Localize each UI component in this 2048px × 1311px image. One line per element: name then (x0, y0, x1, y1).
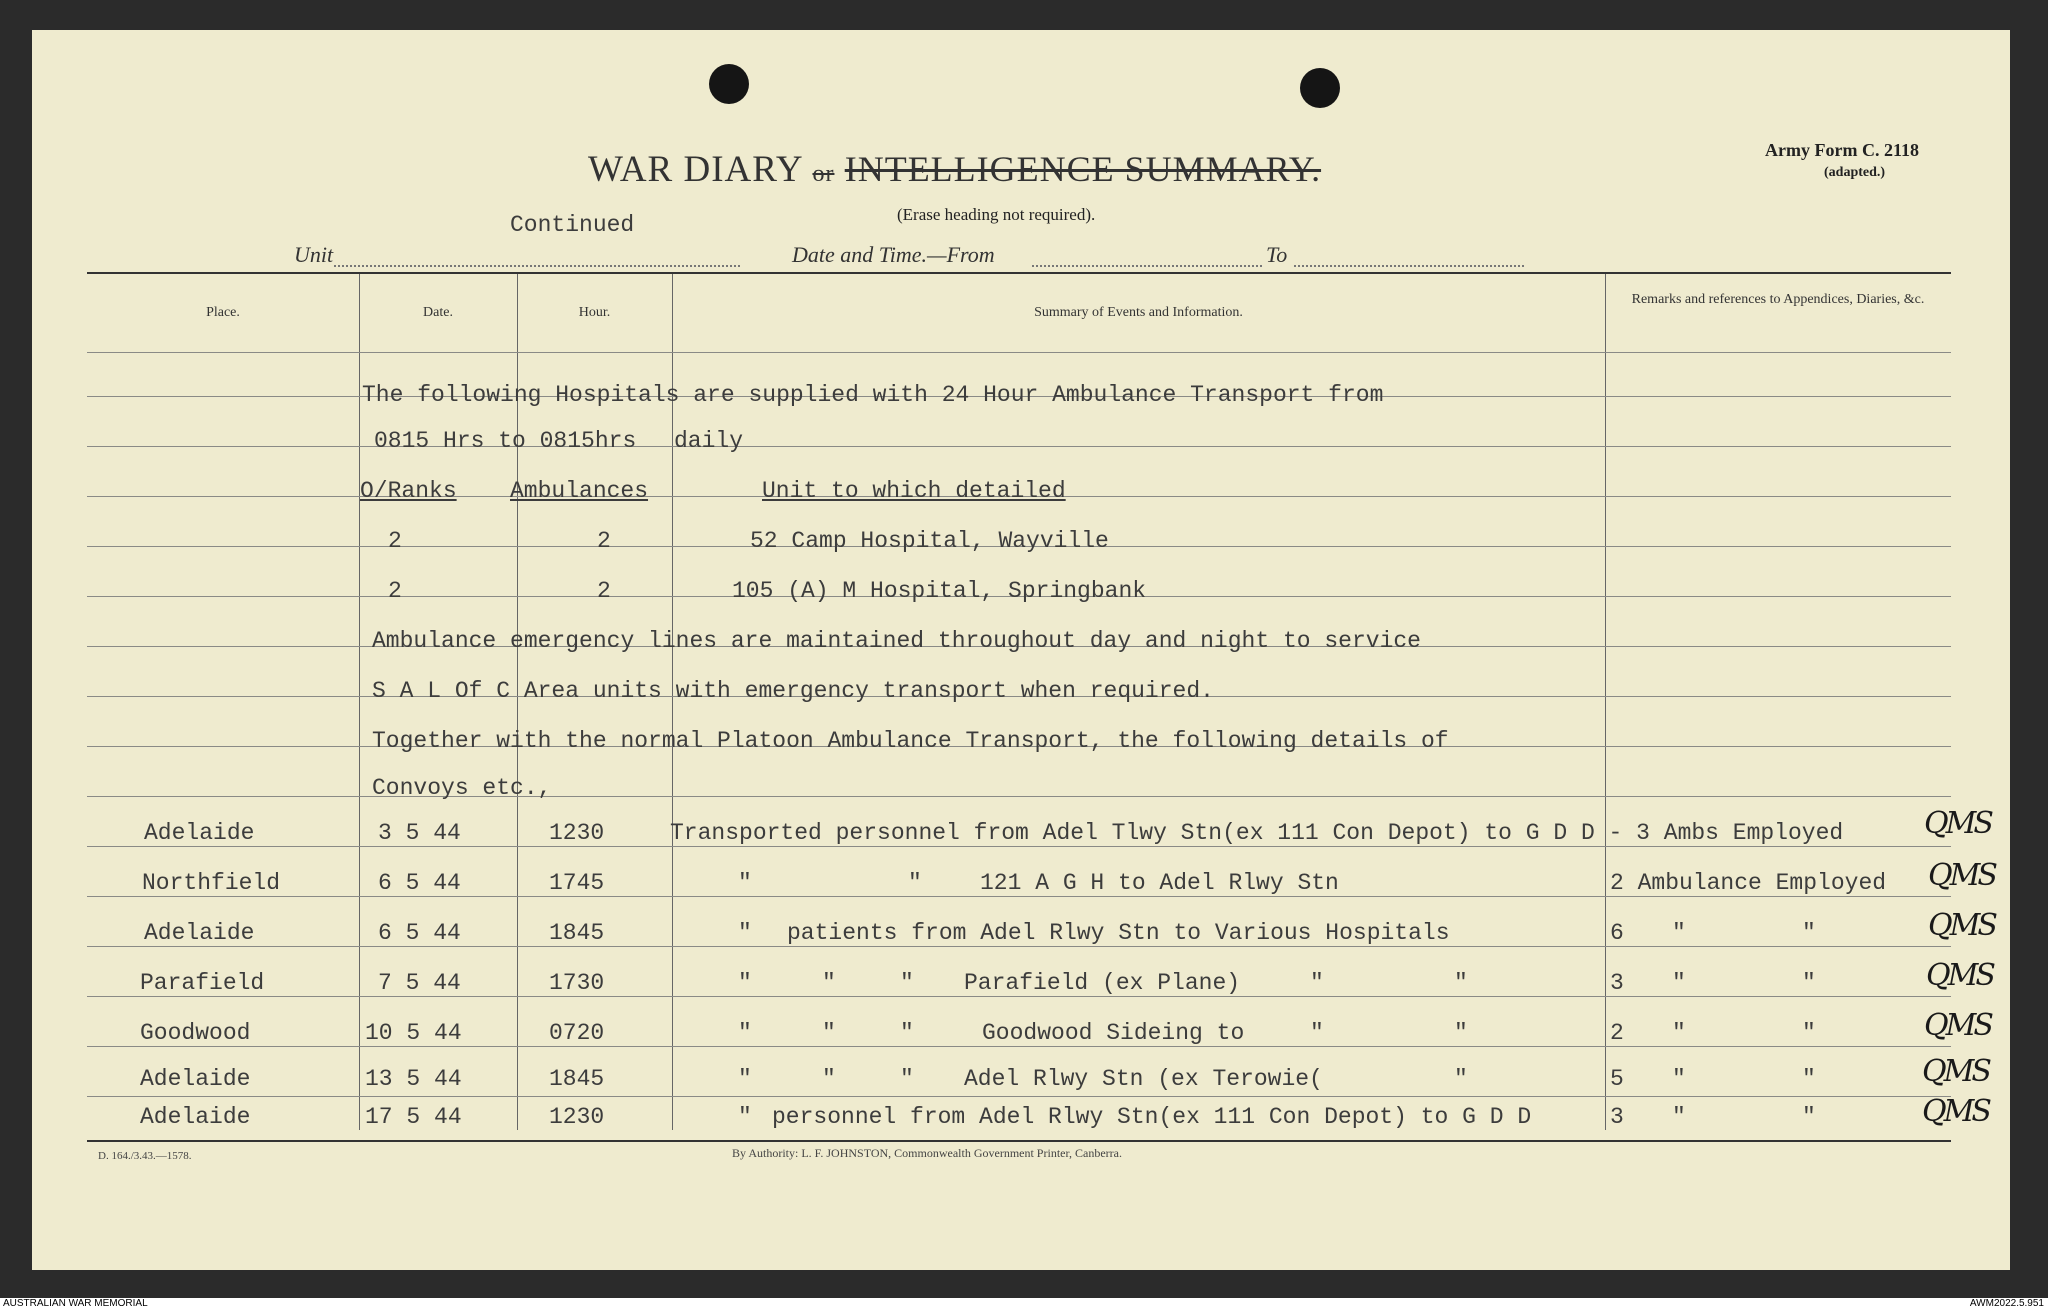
header-date: Date. (423, 305, 453, 320)
intro-line-2-hours: 0815 Hrs to 0815hrs (374, 428, 637, 454)
header-hour: Hour. (578, 305, 611, 320)
title-war-diary: WAR DIARY (588, 149, 803, 190)
entry-initials: QMS (1928, 858, 1995, 893)
entry-ditto: " (738, 920, 752, 946)
detail-header-ranks: O/Ranks (360, 478, 457, 504)
entry-summary: personnel from Adel Rlwy Stn(ex 111 Con Depot) to G D D (772, 1104, 1532, 1130)
title-or: or (812, 161, 835, 187)
printer-authority: By Authority: L. F. JOHNSTON, Commonwealth Government Printer, Canberra. (732, 1146, 1122, 1160)
entry-hour: 1845 (549, 920, 605, 946)
continued-note: Continued (510, 212, 635, 238)
entry-summary: 121 A G H to Adel Rlwy Stn (980, 870, 1339, 896)
punch-hole-left (709, 64, 749, 104)
entry-ditto: " (1802, 920, 1816, 946)
entry-initials: QMS (1922, 1094, 1989, 1129)
rule (87, 996, 1951, 997)
entry-ditto: " (738, 1066, 752, 1092)
date-to-field (1294, 265, 1524, 267)
table-top-rule (87, 272, 1951, 274)
entry-ditto: " (738, 1104, 752, 1130)
entry-hour: 1230 (549, 820, 605, 846)
detail-row-2-unit: 105 (A) M Hospital, Springbank (732, 578, 1147, 604)
rule (87, 1046, 1951, 1047)
form-code: D. 164./3.43.—1578. (98, 1150, 192, 1162)
rule (87, 352, 1951, 353)
entry-date: 6 5 44 (378, 920, 461, 946)
entry-place: Adelaide (144, 920, 255, 946)
entry-summary: Goodwood Sideing to (982, 1020, 1245, 1046)
entry-date: 10 5 44 (365, 1020, 462, 1046)
entry-ditto: " (1454, 1066, 1468, 1092)
intro-line-2-daily: daily (674, 428, 744, 454)
archive-footer-bar (0, 1298, 2048, 1311)
entry-hour: 0720 (549, 1020, 605, 1046)
date-from-label: Date and Time.—From (792, 242, 995, 267)
intro-line-1: The following Hospitals are supplied with 24 Hour Ambulance Transport from (362, 382, 1384, 408)
entry-ditto: " (822, 1020, 836, 1046)
entry-hour: 1230 (549, 1104, 605, 1130)
entry-ditto: " (1310, 1020, 1324, 1046)
entry-date: 6 5 44 (378, 870, 461, 896)
entry-ditto: " (1310, 970, 1324, 996)
unit-label: Unit (294, 242, 334, 267)
rule (87, 846, 1951, 847)
army-form-adapted: (adapted.) (1824, 165, 1886, 180)
entry-summary: Parafield (ex Plane) (964, 970, 1241, 996)
entry-date: 17 5 44 (365, 1104, 462, 1130)
erase-heading-note: (Erase heading not required). (897, 205, 1096, 224)
rule (87, 446, 1951, 447)
entry-place: Adelaide (140, 1066, 251, 1092)
entry-place: Adelaide (144, 820, 255, 846)
rule (87, 1096, 1951, 1097)
army-form-number: Army Form C. 2118 (1765, 140, 1919, 160)
col-divider-place (359, 274, 360, 1130)
title-intelligence-summary: INTELLIGENCE SUMMARY. (844, 149, 1322, 189)
header-remarks: Remarks and references to Appendices, Diaries, &c. (1631, 292, 1925, 307)
entry-place: Goodwood (140, 1020, 251, 1046)
entry-ditto: " (900, 970, 914, 996)
entry-initials: QMS (1928, 908, 1995, 943)
date-from-field (1032, 265, 1262, 267)
rule (87, 796, 1951, 797)
intro-line-5: Together with the normal Platoon Ambulance Transport, the following details of (372, 728, 1449, 754)
entry-summary: Adel Rlwy Stn (ex Terowie( (964, 1066, 1323, 1092)
entry-ditto: " (1672, 1020, 1686, 1046)
rule (87, 946, 1951, 947)
header-summary: Summary of Events and Information. (1034, 305, 1243, 320)
intro-line-6: Convoys etc., (372, 775, 552, 801)
table-bottom-rule (87, 1140, 1951, 1142)
entry-ditto: " (738, 970, 752, 996)
detail-row-1-unit: 52 Camp Hospital, Wayville (750, 528, 1109, 554)
detail-header-ambulances: Ambulances (510, 478, 649, 504)
entry-ditto: " (1672, 1104, 1686, 1130)
entry-remarks: 2 (1610, 1020, 1624, 1046)
entry-hour: 1745 (549, 870, 605, 896)
entry-initials: QMS (1922, 1054, 1989, 1089)
entry-initials: QMS (1926, 958, 1993, 993)
entry-ditto: " (1802, 970, 1816, 996)
entry-date: 3 5 44 (378, 820, 461, 846)
entry-remarks: 5 (1610, 1066, 1624, 1092)
detail-header-unit: Unit to which detailed (762, 478, 1066, 504)
detail-row-2-ambulances: 2 (597, 578, 611, 604)
entry-ditto: " (1802, 1104, 1816, 1130)
entry-hour: 1845 (549, 1066, 605, 1092)
detail-row-1-ranks: 2 (388, 528, 402, 554)
entry-ditto: " (1454, 970, 1468, 996)
entry-place: Northfield (142, 870, 281, 896)
entry-ditto: " (908, 870, 922, 896)
archive-reference: AWM2022.5.951 (1969, 1298, 2044, 1309)
entry-hour: 1730 (549, 970, 605, 996)
date-to-label: To (1266, 242, 1288, 267)
entry-initials: QMS (1924, 806, 1991, 841)
detail-row-1-ambulances: 2 (597, 528, 611, 554)
entry-ditto: " (900, 1066, 914, 1092)
entry-ditto: " (738, 870, 752, 896)
entry-ditto: " (900, 1020, 914, 1046)
entry-date: 7 5 44 (378, 970, 461, 996)
entry-remarks: 6 (1610, 920, 1624, 946)
entry-place: Parafield (140, 970, 265, 996)
entry-summary: Transported personnel from Adel Tlwy Stn(ex 111 Con Depot) to G D D - 3 Ambs Employed (670, 820, 1844, 846)
entry-ditto: " (1672, 1066, 1686, 1092)
entry-remarks: 2 Ambulance Employed (1610, 870, 1887, 896)
entry-date: 13 5 44 (365, 1066, 462, 1092)
rule (87, 896, 1951, 897)
detail-row-2-ranks: 2 (388, 578, 402, 604)
war-diary-sheet (32, 30, 2010, 1270)
entry-remarks: 3 (1610, 970, 1624, 996)
punch-hole-right (1300, 68, 1340, 108)
entry-ditto: " (822, 970, 836, 996)
entry-summary: patients from Adel Rlwy Stn to Various Hospitals (787, 920, 1450, 946)
col-divider-summary (1605, 274, 1606, 1130)
entry-place: Adelaide (140, 1104, 251, 1130)
entry-ditto: " (1802, 1020, 1816, 1046)
form-title (588, 148, 1321, 191)
entry-initials: QMS (1924, 1008, 1991, 1043)
entry-ditto: " (1672, 920, 1686, 946)
header-place: Place. (206, 305, 240, 320)
entry-ditto: " (1672, 970, 1686, 996)
intro-line-3: Ambulance emergency lines are maintained throughout day and night to service (372, 628, 1421, 654)
unit-field (334, 265, 740, 267)
entry-ditto: " (738, 1020, 752, 1046)
entry-ditto: " (822, 1066, 836, 1092)
entry-ditto: " (1802, 1066, 1816, 1092)
entry-remarks: 3 (1610, 1104, 1624, 1130)
intro-line-4: S A L Of C Area units with emergency transport when required. (372, 678, 1214, 704)
archive-source: AUSTRALIAN WAR MEMORIAL (3, 1298, 148, 1309)
entry-ditto: " (1454, 1020, 1468, 1046)
